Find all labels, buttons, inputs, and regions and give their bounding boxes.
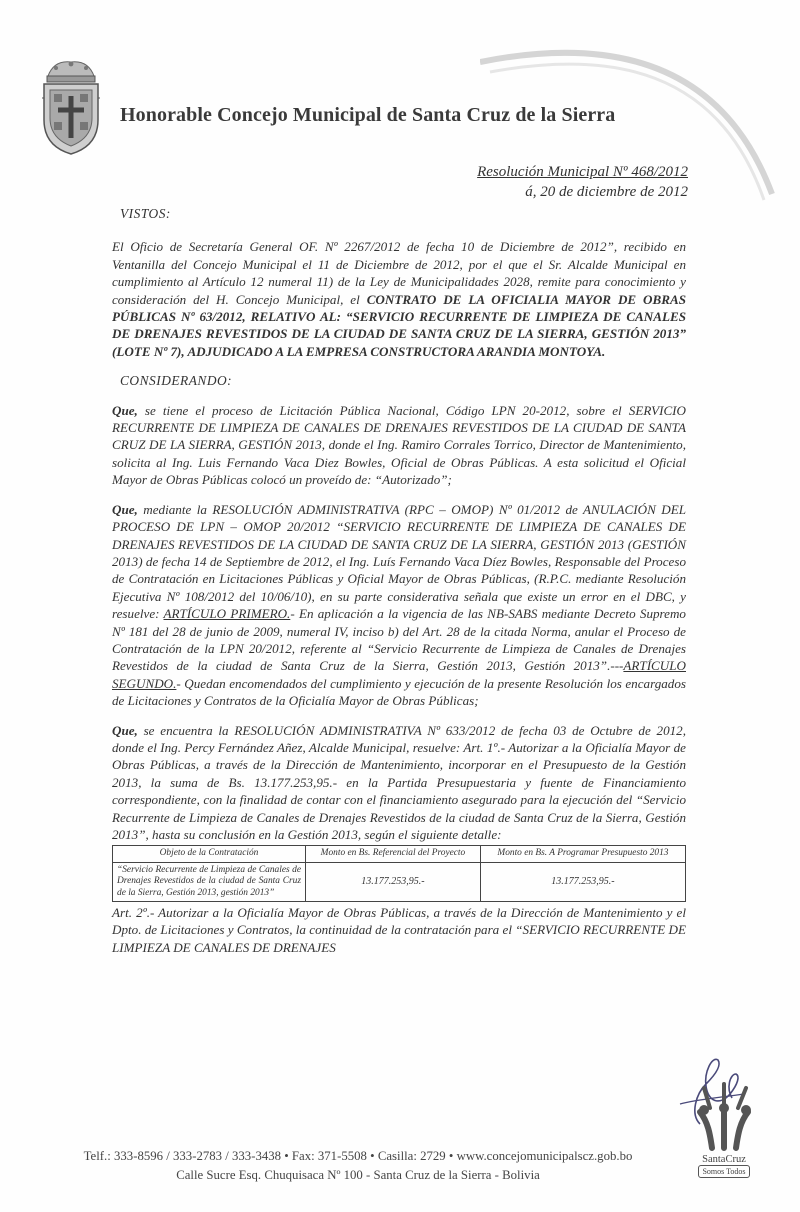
table-header-row xyxy=(113,846,686,862)
resolution-date: á, 20 de diciembre de 2012 xyxy=(525,184,688,200)
detail-table xyxy=(112,845,686,902)
que-lead: Que, xyxy=(112,501,138,517)
que-lead: Que, xyxy=(112,402,138,418)
logo-name: SantaCruz xyxy=(702,1154,746,1165)
coat-of-arms-icon xyxy=(40,58,102,156)
table-header: Monto en Bs. A Programar Presupuesto 2013 xyxy=(480,846,685,862)
vistos-contract-title: CONTRATO DE LA OFICIALIA MAYOR DE OBRAS PÚBLICAS Nº 63/2012, RELATIVO AL: “SERVICIO RECURRENTE DE LIMPIEZA DE CANALES DE DRENAJES REVESTIDOS DE LA CIUDAD DE SANTA CRUZ DE LA SIERRA, GESTIÓN 2013” (LOTE Nº 7), ADJUDICADO A LA EMPRESA CONSTRUCTORA ARANDIA MONTOYA. xyxy=(112,291,686,359)
resolution-number: Resolución Municipal Nº 468/2012 xyxy=(477,164,688,180)
footer-address: Calle Sucre Esq. Chuquisaca Nº 100 - Santa Cruz de la Sierra - Bolivia xyxy=(176,1168,540,1182)
considerando-1-text: se tiene el proceso de Licitación Pública Nacional, Código LPN 20-2012, sobre el SERVICIO RECURRENTE DE LIMPIEZA DE CANALES DE DRENAJES REVESTIDOS DE LA CIUDAD DE SANTA CRUZ DE LA SIERRA, GESTIÓN 2013, donde el Ing. Ramiro Corrales Torrico, Director de Mantenimiento, solicita al Ing. Luis Fernando Vaca Diez Bowles, Oficial de Obras Públicas. A esta solicitud el Oficial Mayor de Obras Públicas colocó un proveído de: “Autorizado”; xyxy=(112,402,686,488)
vistos-text: El Oficio de Secretaría General OF. Nº 2267/2012 de fecha 10 de Diciembre de 2012”, recibido en Ventanilla del Concejo Municipal el 11 de Diciembre de 2012, por el que el Sr. Alcalde Municipal en cumplimiento al Artículo 12 numeral 11) de la Ley de Municipalidades 2028, remite para conocimiento y consideración del H. Concejo Municipal, el xyxy=(112,239,686,307)
footer-contact: Telf.: 333-8596 / 333-2783 / 333-3438 • Fax: 371-5508 • Casilla: 2729 • www.concejomunicipalscz.gob.bo xyxy=(83,1149,633,1163)
resolution-reference xyxy=(477,162,688,202)
articulo-primero: ARTÍCULO PRIMERO. xyxy=(163,606,291,622)
considerando-2-text-a: mediante la RESOLUCIÓN ADMINISTRATIVA (RPC – OMOP) Nº 01/2012 de ANULACIÓN DEL PROCESO DE LPN – OMOP 20/2012 “SERVICIO RECURRENTE DE LIMPIEZA DE CANALES DE DRENAJES REVESTIDOS DE LA CIUDAD DE SANTA CRUZ DE LA SIERRA, GESTIÓN 2013 (GESTIÓN 2013) de fecha 14 de Septiembre de 2012, el Ing. Luís Fernando Vaca Díez Bowles, Responsable del Proceso de Contratación en Licitaciones Públicas y Oficial Mayor de Obras Públicas, (R.P.C. mediante Resolución Ejecutiva Nº 108/2012 del 10/06/10), en su parte considerativa señala que existe un error en el DBC, y resuelve: xyxy=(112,501,686,622)
table-cell-amount-reference: 13.177.253,95.- xyxy=(306,862,481,901)
section-considerando: CONSIDERANDO: xyxy=(120,373,233,389)
que-lead: Que, xyxy=(112,722,138,738)
org-title: Honorable Concejo Municipal de Santa Cruz de la Sierra xyxy=(120,104,616,126)
footer xyxy=(48,1147,668,1185)
considerando-paragraph-1 xyxy=(112,402,686,489)
considerando-paragraph-2 xyxy=(112,501,686,710)
document-body xyxy=(112,205,686,956)
articulo-segundo: ARTÍCULO SEGUNDO. xyxy=(112,658,686,691)
table-header: Objeto de la Contratación xyxy=(113,846,306,862)
logo-tagline: Somos Todos xyxy=(698,1165,749,1178)
article-2-paragraph: Art. 2º.- Autorizar a la Oficialía Mayor de Obras Públicas, a través de la Dirección de Mantenimiento y el Dpto. de Licitaciones y Contratos, la continuidad de la contratación para el “SERVICIO RECURRENTE DE LIMPIEZA DE CANALES DE DRENAJES xyxy=(112,905,686,955)
considerando-2-text-b: - En aplicación a la vigencia de las NB-SABS mediante Decreto Supremo Nº 181 del 28 de junio de 2009, numeral IV, inciso b) del Art. 28 de la citada Norma, anular el Proceso de Contratación de la LPN 20/2012, referente al “Servicio Recurrente de Limpieza de Canales de Drenajes Revestidos de la ciudad de Santa Cruz de la Sierra, Gestión 2013, Gestión 2013”.--- xyxy=(112,606,686,674)
considerando-paragraph-3 xyxy=(112,722,686,844)
vistos-paragraph xyxy=(112,238,686,360)
table-header: Monto en Bs. Referencial del Proyecto xyxy=(306,846,481,862)
considerando-3-text: se encuentra la RESOLUCIÓN ADMINISTRATIVA Nº 633/2012 de fecha 03 de Octubre de 2012, donde el Ing. Percy Fernández Añez, Alcalde Municipal, resuelve: Art. 1º.- Autorizar a la Oficialía Mayor de Obras Públicas, a través de la Dirección de Mantenimiento, incorporar en el Presupuesto de la Gestión 2013, la suma de Bs. 13.177.253,95.- en la Partida Presupuestaria y fuente de Financiamiento correspondiente, con la finalidad de contar con el financiamiento asegurado para la ejecución del “Servicio Recurrente de Limpieza de Canales de Drenajes Revestidos de la ciudad de Santa Cruz de la Sierra, Gestión 2013”, hasta su conclusión en la Gestión 2013, según el siguiente detalle: xyxy=(112,722,686,842)
table-cell-object: “Servicio Recurrente de Limpieza de Canales de Drenajes Revestidos de la ciudad de Santa Cruz de la Sierra, Gestión 2013, gestión 2013” xyxy=(113,862,306,901)
considerando-2-text-c: - Quedan encomendados del cumplimiento y ejecución de la presente Resolución los encargados de Licitaciones y Contratos de la Oficialía Mayor de Obras Públicas; xyxy=(112,675,686,709)
santa-cruz-logo xyxy=(688,1154,760,1178)
section-vistos: VISTOS: xyxy=(120,206,171,221)
table-cell-amount-program: 13.177.253,95.- xyxy=(480,862,685,901)
table-row xyxy=(113,862,686,901)
